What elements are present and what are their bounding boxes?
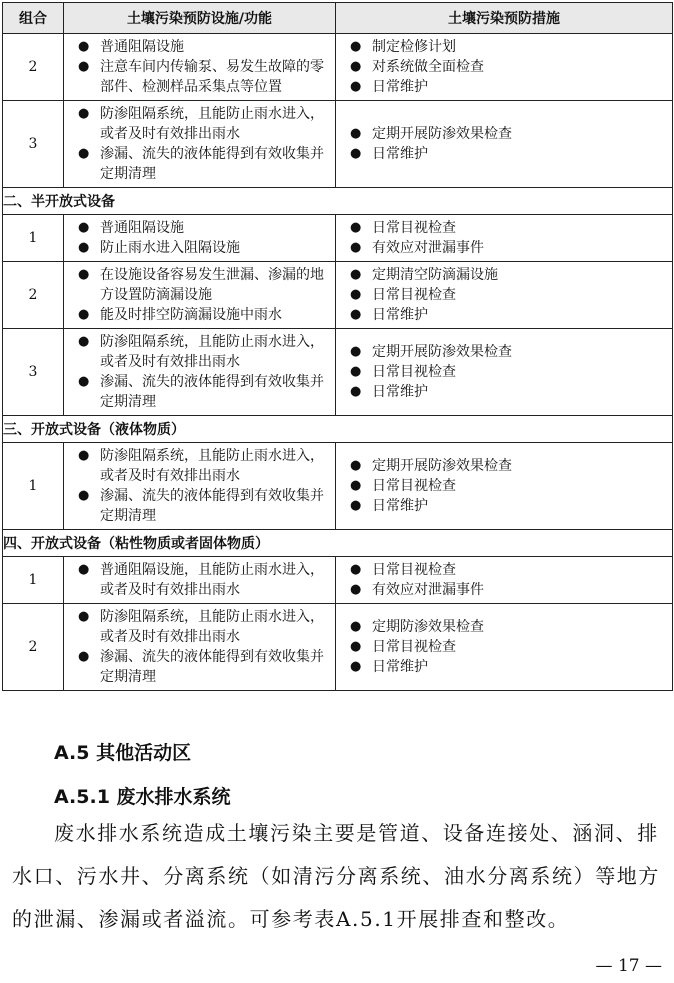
bullet-item: ● 日常目视检查 — [350, 362, 668, 382]
table-header-row — [3, 3, 673, 34]
facility-list — [64, 557, 335, 603]
bullet-item: ● 能及时排空防滴漏设施中雨水 — [78, 305, 331, 325]
bullet-item: ● 定期清空防滴漏设施 — [350, 265, 668, 285]
bullet-item: ● 渗漏、流失的液体能得到有效收集并定期清理 — [78, 486, 331, 526]
row-index: 2 — [3, 604, 64, 691]
bullet-item: ● 防渗阻隔系统，且能防止雨水进入，或者及时有效排出雨水 — [78, 607, 331, 647]
bullet-item: ● 日常维护 — [350, 77, 668, 97]
bullet-item: ● 定期防渗效果检查 — [350, 617, 668, 637]
measures-list — [336, 121, 672, 167]
section-title: 四、开放式设备（粘性物质或者固体物质） — [3, 530, 673, 557]
measures-cell — [336, 34, 673, 101]
measures-cell — [336, 604, 673, 691]
row-index: 3 — [3, 329, 64, 416]
measures-cell — [336, 262, 673, 329]
bullet-item: ● 有效应对泄漏事件 — [350, 580, 668, 600]
bullet-item: ● 对系统做全面检查 — [350, 57, 668, 77]
measures-cell — [336, 557, 673, 604]
bullet-item: ● 日常目视检查 — [350, 285, 668, 305]
bullet-item: ● 日常目视检查 — [350, 218, 668, 238]
table-row — [3, 215, 673, 262]
bullet-item: ● 日常维护 — [350, 382, 668, 402]
section-heading-a51: A.5.1 废水排水系统 — [54, 786, 231, 808]
table-row — [3, 262, 673, 329]
table-row — [3, 329, 673, 416]
prevention-table — [2, 2, 673, 691]
bullet-item: ● 防渗阻隔系统，且能防止雨水进入，或者及时有效排出雨水 — [78, 446, 331, 486]
bullet-item: ● 渗漏、流失的液体能得到有效收集并定期清理 — [78, 372, 331, 412]
table-row — [3, 101, 673, 188]
bullet-item: ● 日常维护 — [350, 496, 668, 516]
bullet-item: ● 日常维护 — [350, 305, 668, 325]
measures-list — [336, 557, 672, 603]
facility-cell — [64, 262, 336, 329]
facility-cell — [64, 34, 336, 101]
facility-list — [64, 215, 335, 261]
facility-list — [64, 34, 335, 100]
body-paragraph: 废水排水系统造成土壤污染主要是管道、设备连接处、涵洞、排水口、污水井、分离系统（如清污分离系统、油水分离系统）等地方的泄漏、渗漏或者溢流。可参考表A.5.1开展排查和整改。 — [12, 821, 660, 931]
facility-cell — [64, 215, 336, 262]
section-row — [3, 416, 673, 443]
facility-cell — [64, 604, 336, 691]
facility-cell — [64, 443, 336, 530]
bullet-item: ● 有效应对泄漏事件 — [350, 238, 668, 258]
header-facility: 土壤污染预防设施/功能 — [64, 3, 336, 34]
bullet-item: ● 日常目视检查 — [350, 637, 668, 657]
measures-list — [336, 614, 672, 680]
bullet-item: ● 防渗阻隔系统，且能防止雨水进入，或者及时有效排出雨水 — [78, 332, 331, 372]
measures-list — [336, 339, 672, 405]
measures-cell — [336, 443, 673, 530]
bullet-item: ● 日常维护 — [350, 144, 668, 164]
section-row — [3, 188, 673, 215]
table-row — [3, 557, 673, 604]
row-index: 1 — [3, 557, 64, 604]
bullet-item: ● 日常目视检查 — [350, 476, 668, 496]
row-index: 2 — [3, 34, 64, 101]
facility-cell — [64, 329, 336, 416]
page-number: — 17 — — [595, 956, 662, 976]
bullet-item: ● 普通阻隔设施 — [78, 218, 331, 238]
measures-list — [336, 262, 672, 328]
facility-cell — [64, 557, 336, 604]
bullet-item: ● 在设施设备容易发生泄漏、渗漏的地方设置防滴漏设施 — [78, 265, 331, 305]
measures-cell — [336, 329, 673, 416]
bullet-item: ● 日常维护 — [350, 657, 668, 677]
section-row — [3, 530, 673, 557]
table-row — [3, 443, 673, 530]
measures-list — [336, 215, 672, 261]
bullet-item: ● 防渗阻隔系统，且能防止雨水进入，或者及时有效排出雨水 — [78, 104, 331, 144]
bullet-item: ● 普通阻隔设施，且能防止雨水进入，或者及时有效排出雨水 — [78, 560, 331, 600]
table-row — [3, 34, 673, 101]
measures-list — [336, 453, 672, 519]
measures-cell — [336, 215, 673, 262]
bullet-item: ● 定期开展防渗效果检查 — [350, 456, 668, 476]
bullet-item: ● 制定检修计划 — [350, 37, 668, 57]
header-group: 组合 — [3, 3, 64, 34]
section-title: 三、开放式设备（液体物质） — [3, 416, 673, 443]
facility-list — [64, 101, 335, 187]
bullet-item: ● 防止雨水进入阻隔设施 — [78, 238, 331, 258]
facility-list — [64, 329, 335, 415]
row-index: 3 — [3, 101, 64, 188]
row-index: 2 — [3, 262, 64, 329]
section-title: 二、半开放式设备 — [3, 188, 673, 215]
bullet-item: ● 渗漏、流失的液体能得到有效收集并定期清理 — [78, 647, 331, 687]
bullet-item: ● 普通阻隔设施 — [78, 37, 331, 57]
facility-list — [64, 604, 335, 690]
facility-list — [64, 262, 335, 328]
measures-cell — [336, 101, 673, 188]
facility-cell — [64, 101, 336, 188]
row-index: 1 — [3, 215, 64, 262]
facility-list — [64, 443, 335, 529]
table-row — [3, 604, 673, 691]
bullet-item: ● 定期开展防渗效果检查 — [350, 124, 668, 144]
bullet-item: ● 注意车间内传输泵、易发生故障的零部件、检测样品采集点等位置 — [78, 57, 331, 97]
section-heading-a5: A.5 其他活动区 — [54, 742, 192, 764]
row-index: 1 — [3, 443, 64, 530]
measures-list — [336, 34, 672, 100]
bullet-item: ● 定期开展防渗效果检查 — [350, 342, 668, 362]
bullet-item: ● 渗漏、流失的液体能得到有效收集并定期清理 — [78, 144, 331, 184]
bullet-item: ● 日常目视检查 — [350, 560, 668, 580]
header-measures: 土壤污染预防措施 — [336, 3, 673, 34]
